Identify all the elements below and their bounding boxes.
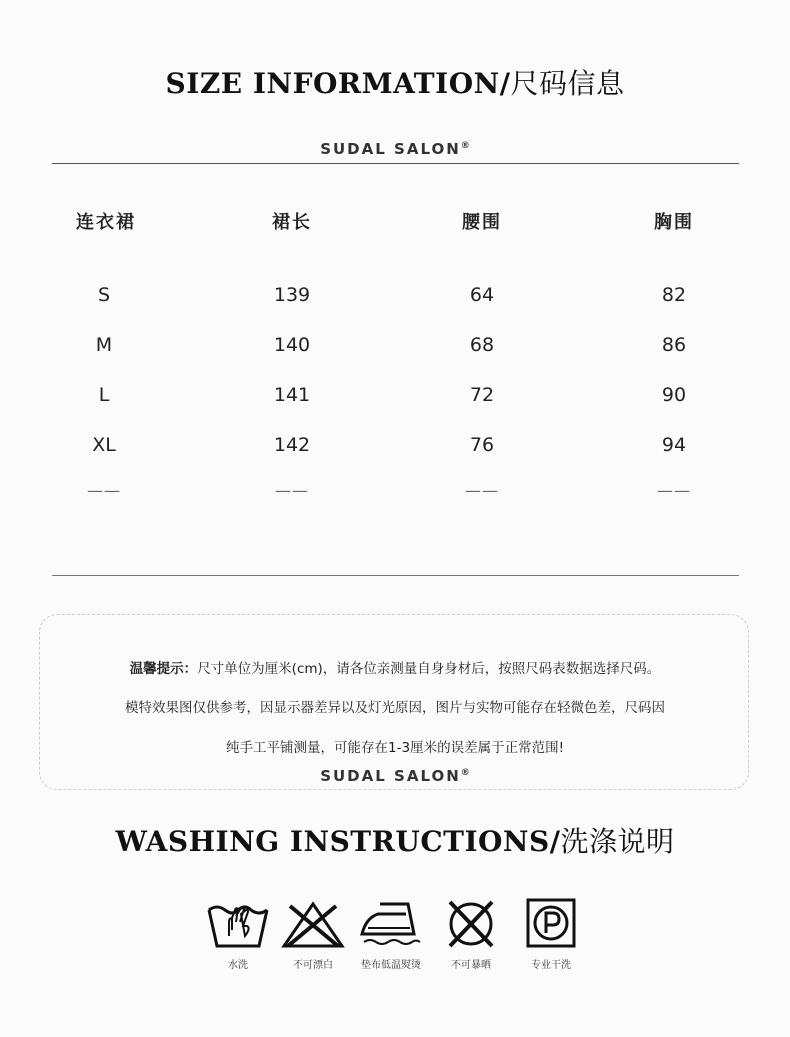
care-label: 垫布低温熨烫 — [361, 960, 421, 971]
header-length: 裙长 — [272, 212, 312, 233]
hand-wash-icon — [205, 898, 271, 950]
care-label: 专业干洗 — [531, 960, 571, 971]
table-cell: 86 — [661, 334, 687, 356]
size-information-title — [0, 62, 790, 102]
table-cell: L — [98, 384, 110, 406]
table-cell: —— — [87, 481, 121, 500]
wash-title-cn: 洗涤说明 — [560, 825, 675, 858]
table-cell: M — [95, 334, 113, 356]
tips-label: 温馨提示： — [129, 661, 198, 677]
table-cell: 141 — [273, 384, 311, 406]
brand-mark: ® — [460, 141, 470, 151]
table-cell: 90 — [661, 384, 687, 406]
brand-name: SUDAL SALON — [320, 140, 461, 158]
table-cell: 142 — [273, 434, 311, 456]
brand-mark: ® — [460, 768, 470, 778]
table-cell: S — [97, 284, 111, 306]
washing-instructions-title — [0, 820, 790, 860]
table-cell: —— — [275, 481, 309, 500]
table-cell: 94 — [661, 434, 687, 456]
table-cell: —— — [465, 481, 499, 500]
divider-bottom — [52, 575, 739, 576]
care-label: 水洗 — [228, 960, 248, 971]
table-cell: 76 — [469, 434, 495, 456]
table-cell: 140 — [273, 334, 311, 356]
table-cell: 72 — [469, 384, 495, 406]
care-label: 不可漂白 — [293, 960, 333, 971]
size-title-en: SIZE INFORMATION/ — [165, 67, 511, 100]
tips-line-2: 模特效果图仅供参考，因显示器差异以及灯光原因，图片与实物可能存在轻微色差，尺码因 — [125, 700, 665, 716]
brand-name: SUDAL SALON — [320, 767, 461, 785]
header-bust: 胸围 — [654, 212, 694, 233]
table-cell: —— — [657, 481, 691, 500]
tips-text-1: 尺寸单位为厘米(cm)，请各位亲测量自身身材后，按照尺码表数据选择尺码。 — [197, 661, 661, 677]
tips-line-3: 纯手工平铺测量，可能存在1-3厘米的误差属于正常范围! — [226, 740, 564, 756]
care-label: 不可暴晒 — [451, 960, 491, 971]
wash-title-en: WASHING INSTRUCTIONS/ — [115, 825, 561, 858]
table-cell: 139 — [273, 284, 311, 306]
table-cell: 64 — [469, 284, 495, 306]
size-title-cn: 尺码信息 — [510, 67, 625, 100]
divider-top — [52, 163, 739, 164]
tips-line-1 — [0, 657, 790, 677]
no-bleach-icon — [280, 898, 346, 950]
brand-logo — [0, 140, 790, 158]
header-waist: 腰围 — [462, 212, 502, 233]
no-tumble-dry-icon — [438, 898, 504, 950]
iron-low-icon — [358, 898, 424, 950]
table-cell: XL — [92, 434, 116, 456]
table-cell: 82 — [661, 284, 687, 306]
table-cell: 68 — [469, 334, 495, 356]
dry-clean-icon — [518, 898, 584, 950]
brand-logo-note — [0, 767, 790, 785]
header-dress: 连衣裙 — [76, 212, 136, 233]
